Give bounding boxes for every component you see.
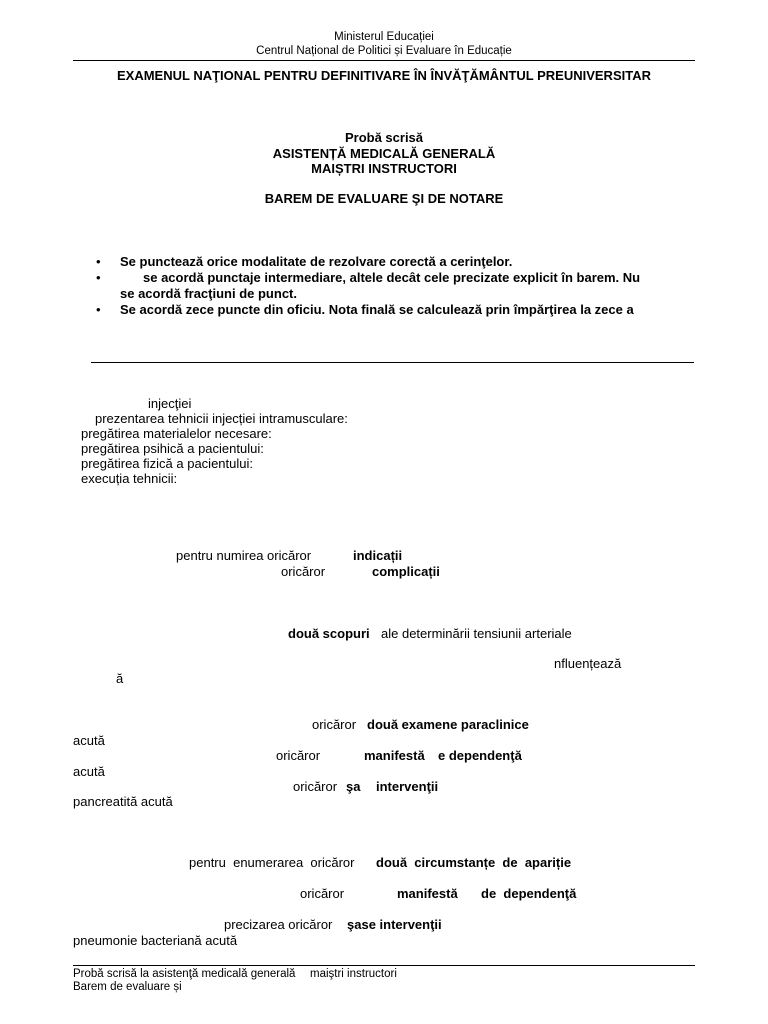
body-line-bold: şase intervenţii xyxy=(347,917,442,932)
body-line-bold: complicații xyxy=(372,564,440,579)
rule-2a: se acordă punctaje intermediare, altele decât cele precizate explicit în barem. Nu xyxy=(143,270,641,285)
body-line: execuția tehnicii: xyxy=(81,471,178,486)
body-line: oricăror xyxy=(312,717,357,732)
bullet-icon: • xyxy=(96,270,101,285)
body-line: pregătirea materialelor necesare: xyxy=(81,426,272,441)
bullet-icon: • xyxy=(96,302,101,317)
body-line: pregătirea psihică a pacientului: xyxy=(81,441,264,456)
body-line-bold: manifestă xyxy=(397,886,458,901)
body-line-bold: două scopuri xyxy=(288,626,370,641)
center-name: Centrul Național de Politici și Evaluare în Educație xyxy=(256,45,512,57)
footer-rule xyxy=(73,965,695,966)
body-line: pentru enumerarea oricăror xyxy=(189,855,355,870)
body-line: ă xyxy=(116,671,124,686)
body-line-bold: e dependenţă xyxy=(438,748,522,763)
body-line: prezentarea tehnicii injecției intramusculare: xyxy=(95,411,348,426)
rule-2b: se acordă fracţiuni de punct. xyxy=(120,286,297,301)
body-line-bold: indicații xyxy=(353,548,403,563)
bullet-icon: • xyxy=(96,254,101,269)
rule-1: Se punctează orice modalitate de rezolvare corectă a cerinţelor. xyxy=(120,254,513,269)
subject-line-2: ASISTENȚĂ MEDICALĂ GENERALĂ xyxy=(272,146,496,161)
body-line: pregătirea fizică a pacientului: xyxy=(81,456,253,471)
body-line-bold: manifestă xyxy=(364,748,425,763)
rule-3: Se acordă zece puncte din oficiu. Nota finală se calculează prin împărţirea la zece a xyxy=(120,302,634,317)
ministry-name: Ministerul Educației xyxy=(334,31,434,43)
body-line: precizarea oricăror xyxy=(224,917,333,932)
body-line: nfluențează xyxy=(554,656,622,671)
subject-line-1: Probă scrisă xyxy=(344,130,424,145)
footer-line-2: Barem de evaluare și xyxy=(73,981,182,993)
footer-line-1b: maiştri instructori xyxy=(310,968,397,980)
exam-title: EXAMENUL NAŢIONAL PENTRU DEFINITIVARE ÎN ÎNVĂŢĂMÂNTUL PREUNIVERSITAR xyxy=(117,68,651,83)
body-line: oricăror xyxy=(293,779,338,794)
body-line: oricăror xyxy=(276,748,321,763)
body-line: oricăror xyxy=(300,886,345,901)
subject-line-3: MAIȘTRI INSTRUCTORI xyxy=(311,161,457,176)
body-line: acută xyxy=(73,733,105,748)
body-line-bold: două examene paraclinice xyxy=(367,717,529,732)
body-line: acută xyxy=(73,764,105,779)
body-line-bold: de dependenţă xyxy=(481,886,577,901)
body-line: pneumonie bacteriană acută xyxy=(73,933,238,948)
body-line: pancreatită acută xyxy=(73,794,173,809)
body-line: oricăror xyxy=(281,564,326,579)
footer-line-1: Probă scrisă la asistenţă medicală generală xyxy=(73,968,296,980)
body-line-bold: două circumstanțe de apariție xyxy=(376,855,572,870)
body-line-bold: şa xyxy=(346,779,361,794)
body-line: injecţiei xyxy=(148,396,192,411)
barem-title: BAREM DE EVALUARE ŞI DE NOTARE xyxy=(264,191,504,206)
body-line: ale determinării tensiunii arteriale xyxy=(381,626,572,641)
header-rule xyxy=(73,60,695,61)
body-line-bold: intervenţii xyxy=(376,779,439,794)
body-line: pentru numirea oricăror xyxy=(176,548,312,563)
section-rule xyxy=(91,362,694,363)
